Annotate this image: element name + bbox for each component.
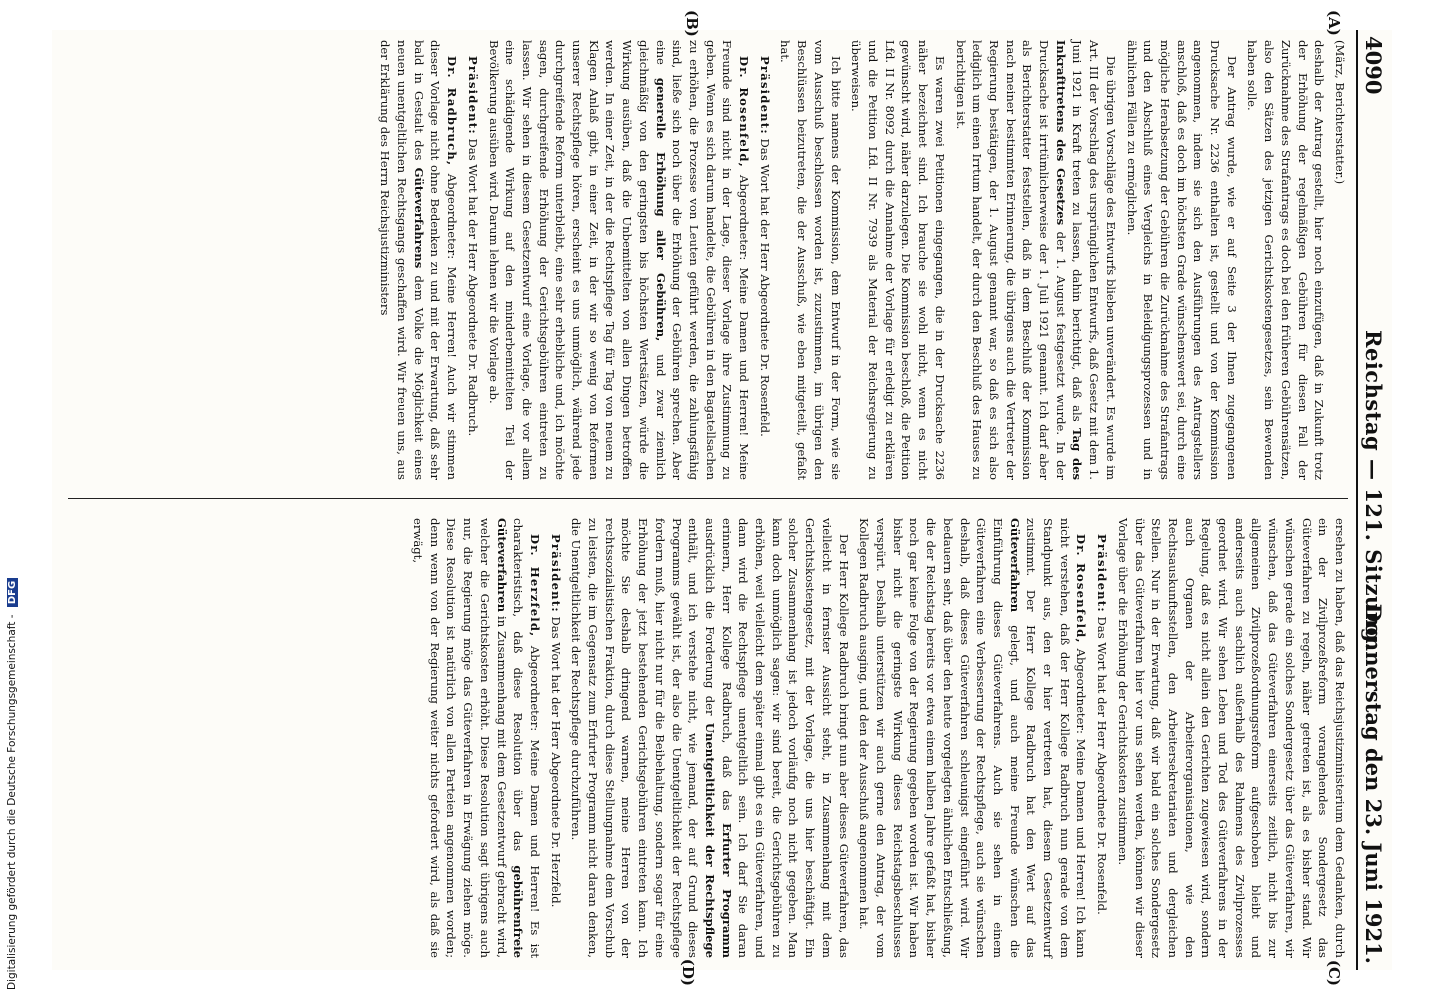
paragraph: ersehen zu haben, daß das Reichsjustizministerium dem Gedanken, durch ein der Zivilprozeßreform vorangehendes Sondergesetz das Güteverfahren zu regeln, näher getreten ist, als es bisher stand. Wir wünschen gerade ein solches Sondergesetz über das Güteverfahren, wir wünschen, daß das Güteverfahren einerseits zeitlich, nicht bis zur allgemeinen Zivilprozeßordnungsreform aufgeschoben bleibt und anderseits auch sachlich außerhalb des Rahmens des Zivilprozesses geordnet wird. Wir sehen Leben und Tod des Güteverfahrens in der Regelung, daß es nicht allein den Gerichten zugewiesen wird, sondern auch Organen der Arbeiterorganisationen, wie den Rechtsauskunftsstellen, den Arbeitersekretariaten und dergleichen Stellen. Nur in der Erwartung, daß wir bald ein solches Sondergesetz über das Güteverfahren hier vor uns sehen werden, können wir dieser Vorlage über die Erhöhung der Gerichtskosten zustimmen. [1115, 518, 1347, 958]
emphasis: Tag des Inkrafttretens des Gesetzes [1053, 40, 1085, 480]
president-remark [1093, 518, 1110, 958]
text-run: ausdrücklich die Forderung der [702, 518, 717, 716]
emphasis: Güteverfahrens [411, 167, 426, 269]
margin-marker-d: (D) [679, 958, 697, 986]
paragraph [568, 518, 852, 958]
dfg-logo: DFG [7, 578, 18, 607]
speech [377, 40, 461, 480]
session-date: Donnerstag den 23. Juni 1921. [1361, 603, 1386, 964]
paragraph: Es waren zwei Petitionen eingegangen, die in der Drucksache 2236 näher bezeichnet sind. Ich brauche sie wohl nicht, wenn es nicht gewünscht wird, näher darzulegen. Die Kommission beschloß, die Petition Lfd. II Nr. 8092 durch die Annahme der Vorlage für erledigt zu erklären und die Petition Lfd. II Nr. 7939 als Material der Reichsregierung zu überweisen. [849, 40, 947, 480]
text-run: in Zusammenhang mit dem Gesetzentwurf gebracht wird, welcher die Gerichtskosten erhöht. Diese Resolution sagt übrigens auch nur, die Regierung möge das Güteverfahren in Erwägung ziehen möge. Diese Resolution ist natürlich von allen Parteien angenommen worden; denn wenn von der Regierung weiter nichts gefordert wird, als daß sie erwägt, [411, 518, 509, 958]
newspaper-page [52, 10, 1392, 986]
president-remark [547, 518, 564, 958]
text-run: Das Wort hat der Herr Abgeordnete Dr. Herzfeld. [548, 616, 563, 908]
text-run: Abgeordneter: Meine Damen und Herren! Ich kann nicht verstehen, daß der Herr Kollege Radbruch nun gerade von dem Standpunkt aus, den er hier vertreten hat, diesem Gesetzentwurf zustimmt. Der Herr Kollege Radbruch hat den Wert auf das [1024, 518, 1089, 958]
speaker-label: Präsident: [757, 56, 772, 135]
text-run: Das Wort hat der Herr Abgeordnete Dr. Rosenfeld. [1095, 616, 1110, 915]
speech [409, 518, 543, 958]
speaker-label: Dr. Rosenfeld, [737, 56, 752, 168]
text-run: Der Herr Kollege Radbruch bringt nun aber dieses Güteverfahren, das vielleicht in fernster Aussicht steht, in Zusammenhang mit dem Gerichtskostengesetz, mit der Vorlage, die uns hier beschäftigt. Ein solcher Zusammenhang ist jedoch vorläufig noch nicht gegeben. Man kann doch unmöglich sagen: wir sind bereit, die Gerichtsgebühren zu erhöhen, weil vielleicht dem später einmal gibt es ein Güteverfahren, und dann wird die Rechtspflege unentgeltlich sein. Ich darf Sie daran erinnern, Herr Kollege Radbruch, daß das [719, 518, 851, 958]
speaker-label: Präsident: [465, 56, 480, 135]
margin-marker-b: (B) [683, 10, 701, 37]
margin-marker-a: (A) [1325, 10, 1343, 36]
president-remark [464, 40, 481, 480]
emphasis: generelle Erhöhung aller Gebühren, [653, 77, 668, 342]
left-column [58, 10, 1348, 481]
text-run: Abgeordneter: Meine Damen und Herren! Es ist charakteristisch, daß diese Resolution über das [511, 518, 542, 958]
text-run: enthält, und ich verstehe nicht, wie jemand, der auf Grund dieses Programms gewählt ist, der also die Unentgeltlichkeit der Rechtspflege fordern muß, hier nicht nur für die Beibehaltung, sondern sogar für eine Erhöhung der jetzt bestehenden Gerichtsgebühren eintreten kann. Ich möchte Sie deshalb dringend warnen, meine Herren von der rechtssozialistischen Fraktion, durch diese Stellungnahme dem Vorschub zu leisten, die im Gegensatz zum Erfurter Programm nicht daran denken, die Unentgeltlichkeit der Rechtspflege durchzuführen. [569, 518, 701, 958]
text-run: Das Wort hat der Herr Abgeordnete Dr. Radbruch. [465, 138, 480, 437]
speech [856, 518, 1090, 958]
column-divider [68, 498, 1348, 499]
emphasis: gebührenfreie Güteverfahren [494, 518, 526, 958]
margin-marker-c: (C) [1325, 959, 1343, 986]
text-run: dem Volke die Möglichkeit eines neuen unentgeltlichen Rechtsgangs geschaffen wird. Wir freuen uns, aus der Erklärung des Herrn Reichsjustizministers [378, 40, 426, 481]
page-number: 4090 [1361, 36, 1386, 95]
speaker-label: Dr. Herzfeld, [527, 534, 542, 638]
page-header [1356, 30, 1392, 970]
session-title: Reichstag — 121. Sitzung. [1361, 330, 1386, 651]
text-run: Das Wort hat der Herr Abgeordnete Dr. Rosenfeld. [757, 138, 772, 437]
right-column [58, 518, 1348, 986]
president-remark [756, 40, 773, 480]
credit-text: Digitalisierung gefördert durch die Deutsche Forschungsgemeinschaft - [6, 614, 18, 990]
emphasis: Güteverfahren [1007, 518, 1022, 613]
speech [485, 40, 752, 480]
digitization-credit [2, 0, 28, 1000]
text-run: und zwar ziemlich gleichmäßig von den geringsten bis höchsten Wertsätzen, würde die Wirkung ausüben, daß die Unbemittelten von allen Dingen betroffen werden. In einer Zeit, in der die Rechtspflege Tag für Tag von neuem zu Klagen Anlaß gibt, in einer Zeit, in der wir so wenig von Reformen unserer Rechtspflege hören, erscheint es uns unmöglich, während jede durchgreifende Reform unterbleibt, eine sehr erhebliche und, ich möchte sagen, durchgreifende Erhöhung der Gerichtsgebühren eintreten zu lassen. Wir sehen in diesem Gesetzentwurf eine Vorlage, die vor allem eine schädigende Wirkung auf den minderbemittelten Teil der Bevölkerung ausüben wird. Darum lehnen wir die Vorlage ab. [486, 40, 668, 481]
emphasis: Unentgeltlichkeit der Rechtspflege [702, 722, 717, 958]
paragraph: Ich bitte namens der Kommission, dem Entwurf in der Form, wie sie vom Ausschuß beschlossen worden ist, zuzustimmen, im übrigen den Beschlüssen beizutreten, die der Ausschuß, wie eben mitgeteilt, gefaßt hat. [778, 40, 843, 480]
speaker-label: Dr. Radbruch, [445, 56, 460, 167]
speaker-label: Dr. Rosenfeld, [1074, 534, 1089, 644]
paragraph: Der Antrag wurde, wie er auf Seite 3 der Ihnen zugegangenen Drucksache Nr. 2236 enthalten ist, gestellt und von der Kommission angenommen, indem sie sich den Ausführungen des Antragstellers anschloß, daß es doch im höchsten Grade wünschenswert sei, durch eine mögliche Herabsetzung der Gebühren die Zurücknahme des Strafantrags und den Abschluß eines Vergleichs in Beleidigungsprozessen und in ähnlichen Fällen zu ermöglichen. [1124, 40, 1239, 480]
speaker-note: (März, Berichterstatter.) [1333, 40, 1347, 185]
emphasis: Erfurter Programm [719, 823, 734, 958]
text-run: Abgeordneter: Meine Damen und Herren! Meine Freunde sind nicht in der Lage, dieser Vorlage ihre Zustimmung zu geben. Wenn es sich darum handelte, die Gebühren in den Bagatellsachen zu erhöhen, die Prozesse von Leuten geführt werden, die zahlungsfähig sind, ließe sich noch über die Erhöhung der Gebühren sprechen. Aber eine [653, 40, 752, 480]
paragraph: deshalb der Antrag gestellt, hier noch einzufügen, daß in Zukunft trotz der Erhöhung der regelmäßigen Gebühren für diesen Fall der Zurücknahme des Strafantrags es doch bei den früheren Gebührensätzen, also den Sätzen des jetzigen Gerichtskostengesetzes, sein Bewenden haben solle. [1245, 40, 1327, 480]
speaker-label: Präsident: [1095, 534, 1110, 613]
text-run: Die übrigen Vorschläge des Entwurfs blieben unverändert. Es wurde im Art. III der Vorschlag des ursprünglichen Entwurfs, daß Gesetz mit dem 1. Juni 1921 in Kraft treten zu lassen, dahin berichtigt, daß als [1070, 40, 1118, 480]
text-run: Abgeordneter: Meine Herren! Auch wir stimmen dieser Vorlage nicht ohne Bedenken zu und mit der Erwartung, daß sehr bald in Gestalt des [411, 40, 460, 480]
speaker-label: Präsident: [548, 534, 563, 613]
text-run: der 1. August festgesetzt wurde. In der Drucksache ist irrtümlicherweise der 1. Juli 1921 genannt. Ich darf aber als Berichterstatter feststellen, daß in dem Beschluß der Kommission nach meiner bestimmten Erinnerung, die übrigens auch die Vertreter der Regierung bestätigen, der 1. August genannt war, so daß es sich also lediglich um einen Irrtum handelt, der durch den Beschluß des Hauses zu berichtigen ist. [953, 40, 1068, 481]
text-run: gelegt, und auch meine Freunde wünschen die Einführung dieses Güteverfahrens. Auch sie sehen in einem Güteverfahren eine Verbesserung der Rechtspflege, auch sie wünschen deshalb, daß dieses Güteverfahren schleunigst eingeführt wird. Wir bedauern sehr, daß über den heute vorgelegten ähnlichen Entschließung, die der Reichstag bereits vor etwa einem halben Jahre gefaßt hat, bisher noch gar keine Folge von der Regierung gegeben worden ist. Wir haben bisher nicht die geringste Wirkung dieses Reichstagsbeschlusses verspürt. Deshalb unterstützen wir auch gerne den Antrag, der vom Kollegen Radbruch ausging, und den der Ausschuß angenommen hat. [857, 518, 1022, 958]
paragraph [952, 40, 1119, 480]
